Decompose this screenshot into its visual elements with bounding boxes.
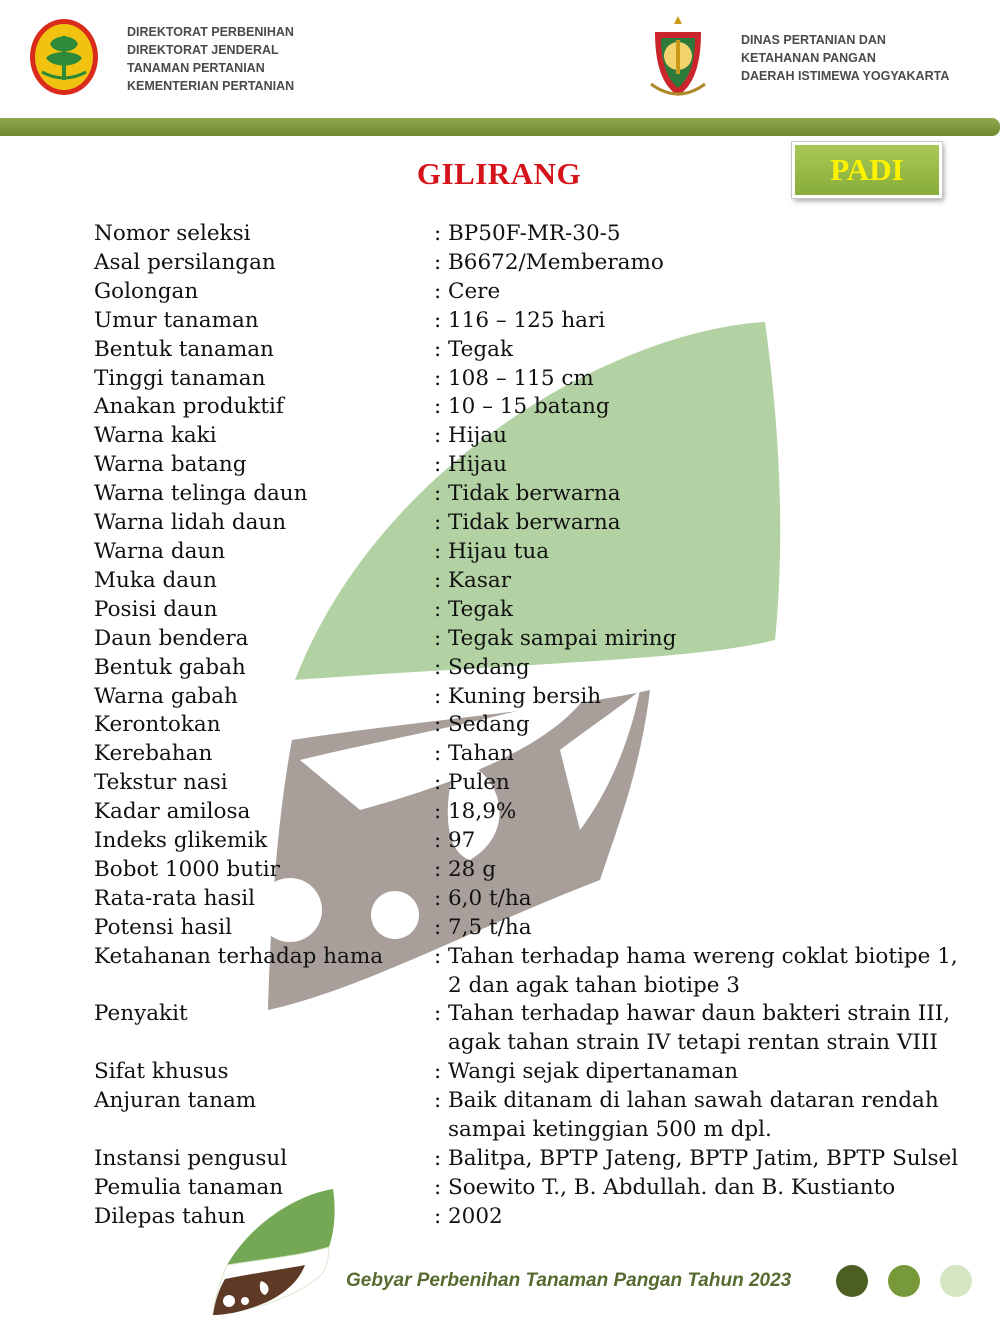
spec-value: 116 – 125 hari: [448, 307, 606, 333]
spec-value: Hijau: [448, 423, 507, 449]
spec-value: 6,0 t/ha: [448, 885, 532, 911]
spec-row: [94, 885, 974, 914]
spec-separator: :: [434, 914, 442, 940]
spec-label: Bentuk gabah: [94, 654, 246, 680]
spec-row: [94, 1058, 974, 1087]
spec-separator: :: [434, 1088, 442, 1114]
left-org-line: DIREKTORAT PERBENIHAN: [127, 25, 294, 39]
spec-label: Kerebahan: [94, 741, 213, 767]
spec-label: Ketahanan terhadap hama: [94, 943, 384, 969]
spec-separator: :: [434, 567, 442, 593]
spec-row: [94, 249, 974, 278]
spec-row: [94, 711, 974, 740]
spec-value: Hijau tua: [448, 538, 550, 564]
spec-label: Indeks glikemik: [94, 828, 268, 854]
spec-row: [94, 740, 974, 769]
spec-row: [94, 625, 974, 654]
footer-dot: [836, 1265, 868, 1297]
spec-value: 18,9%: [448, 799, 517, 825]
kementan-logo-icon: [28, 14, 100, 100]
spec-value: Kuning bersih: [448, 683, 602, 709]
spec-row: [94, 365, 974, 394]
spec-row: [94, 567, 974, 596]
spec-value: Hijau: [448, 452, 507, 478]
spec-label: Muka daun: [94, 567, 217, 593]
spec-row: [94, 856, 974, 885]
spec-value: Sedang: [448, 654, 530, 680]
spec-separator: :: [434, 307, 442, 333]
spec-row: [94, 509, 974, 538]
right-org-line: KETAHANAN PANGAN: [741, 51, 876, 65]
footer-dot: [888, 1265, 920, 1297]
spec-separator: :: [434, 625, 442, 651]
spec-value: Baik ditanam di lahan sawah dataran rendah sampai ketinggian 500 m dpl.: [448, 1088, 939, 1143]
spec-value: 10 – 15 batang: [448, 394, 610, 420]
spec-value: Tegak sampai miring: [448, 625, 677, 651]
spec-row: [94, 1145, 974, 1174]
left-org-line: DIREKTORAT JENDERAL: [127, 43, 279, 57]
spec-row: [94, 278, 974, 307]
spec-value: Sedang: [448, 712, 530, 738]
footer-event-title: Gebyar Perbenihan Tanaman Pangan Tahun 2023: [346, 1270, 792, 1291]
spec-separator: :: [434, 221, 442, 246]
spec-label: Instansi pengusul: [94, 1146, 288, 1171]
spec-label: Warna gabah: [94, 683, 238, 709]
spec-row: [94, 769, 974, 798]
spec-separator: :: [434, 365, 442, 391]
spec-label: Asal persilangan: [94, 249, 276, 275]
spec-separator: :: [434, 654, 442, 680]
spec-separator: :: [434, 683, 442, 709]
spec-row: [94, 538, 974, 567]
spec-separator: :: [434, 249, 442, 275]
spec-value: Kasar: [448, 567, 512, 593]
spec-label: Warna kaki: [94, 423, 217, 449]
spec-label: Umur tanaman: [94, 307, 259, 333]
spec-label: Warna batang: [94, 452, 247, 478]
spec-label: Pemulia tanaman: [94, 1174, 284, 1200]
spec-label: Penyakit: [94, 1001, 188, 1027]
spec-label: Warna lidah daun: [94, 510, 287, 536]
footer-dot: [940, 1265, 972, 1297]
spec-value: Wangi sejak dipertanaman: [448, 1059, 739, 1085]
spec-separator: :: [434, 856, 442, 882]
spec-separator: :: [434, 510, 442, 536]
spec-value: 108 – 115 cm: [448, 365, 594, 391]
spec-label: Potensi hasil: [94, 914, 232, 940]
spec-separator: :: [434, 394, 442, 420]
spec-separator: :: [434, 1001, 442, 1027]
spec-separator: :: [434, 1146, 442, 1171]
spec-value: 2002: [448, 1203, 503, 1229]
spec-row: [94, 307, 974, 336]
spec-label: Tekstur nasi: [94, 770, 228, 796]
spec-value: B6672/Memberamo: [448, 249, 664, 275]
spec-row: [94, 914, 974, 943]
diy-coat-of-arms-icon: [645, 14, 711, 100]
spec-label: Bentuk tanaman: [94, 336, 274, 362]
spec-separator: :: [434, 770, 442, 796]
spec-separator: :: [434, 596, 442, 622]
spec-value: Tegak: [448, 336, 514, 362]
spec-row: [94, 393, 974, 422]
left-org-line: KEMENTERIAN PERTANIAN: [127, 79, 295, 93]
spec-row: [94, 943, 974, 1001]
spec-row: [94, 451, 974, 480]
spec-separator: :: [434, 943, 442, 969]
spec-value: Tegak: [448, 596, 514, 622]
spec-label: Anakan produktif: [94, 394, 284, 420]
spec-row: [94, 1087, 974, 1145]
spec-row: [94, 220, 974, 249]
crop-badge-label: PADI: [830, 152, 904, 187]
spec-label: Kerontokan: [94, 712, 221, 738]
crop-badge: [792, 142, 942, 198]
spec-separator: :: [434, 885, 442, 911]
header-right-org: [645, 14, 949, 100]
spec-row: [94, 683, 974, 712]
spec-value: Tahan terhadap hawar daun bakteri strain III, agak tahan strain IV tetapi rentan strain VIII: [448, 1001, 951, 1056]
spec-label: Warna daun: [94, 538, 226, 564]
spec-value: Tidak berwarna: [448, 481, 621, 507]
spec-separator: :: [434, 1174, 442, 1200]
spec-row: [94, 798, 974, 827]
spec-row: [94, 654, 974, 683]
spec-value: Balitpa, BPTP Jateng, BPTP Jatim, BPTP Sulsel: [448, 1146, 959, 1171]
spec-label: Nomor seleksi: [94, 221, 251, 246]
spec-list: [94, 220, 974, 1232]
spec-value: 28 g: [448, 856, 496, 882]
spec-row: [94, 336, 974, 365]
right-org-name: [741, 31, 949, 85]
spec-value: BP50F-MR-30-5: [448, 221, 621, 246]
spec-row: [94, 596, 974, 625]
spec-row: [94, 422, 974, 451]
spec-separator: :: [434, 481, 442, 507]
spec-value: Soewito T., B. Abdullah. dan B. Kustianto: [448, 1174, 896, 1200]
spec-row: [94, 827, 974, 856]
spec-separator: :: [434, 828, 442, 854]
spec-value: 7,5 t/ha: [448, 914, 532, 940]
spec-label: Bobot 1000 butir: [94, 856, 280, 882]
spec-value: 97: [448, 828, 476, 854]
spec-value: Tidak berwarna: [448, 510, 621, 536]
spec-value: Pulen: [448, 770, 510, 796]
spec-separator: :: [434, 1203, 442, 1229]
spec-value: Tahan: [448, 741, 515, 767]
spec-separator: :: [434, 712, 442, 738]
footer-leaf-logo-icon: [205, 1185, 340, 1320]
spec-separator: :: [434, 336, 442, 362]
spec-label: Dilepas tahun: [94, 1203, 246, 1229]
spec-label: Anjuran tanam: [94, 1088, 257, 1114]
right-org-line: DAERAH ISTIMEWA YOGYAKARTA: [741, 69, 950, 83]
spec-label: Posisi daun: [94, 596, 218, 622]
spec-separator: :: [434, 799, 442, 825]
spec-value: Cere: [448, 278, 501, 304]
spec-separator: :: [434, 741, 442, 767]
spec-label: Daun bendera: [94, 625, 249, 651]
spec-label: Tinggi tanaman: [94, 365, 266, 391]
spec-label: Golongan: [94, 278, 199, 304]
spec-separator: :: [434, 452, 442, 478]
spec-label: Rata-rata hasil: [94, 885, 256, 911]
spec-value: Tahan terhadap hama wereng coklat biotipe 1, 2 dan agak tahan biotipe 3: [448, 943, 958, 998]
page-title: GILIRANG: [416, 156, 582, 191]
header-divider-band: [0, 118, 1000, 136]
header-left-org: [28, 14, 294, 100]
left-org-line: TANAMAN PERTANIAN: [127, 61, 265, 75]
spec-row: [94, 1000, 974, 1058]
right-org-line: DINAS PERTANIAN DAN: [741, 33, 886, 47]
spec-row: [94, 480, 974, 509]
spec-separator: :: [434, 423, 442, 449]
spec-label: Kadar amilosa: [94, 799, 251, 825]
spec-separator: :: [434, 1059, 442, 1085]
spec-separator: :: [434, 278, 442, 304]
spec-label: Sifat khusus: [94, 1059, 229, 1085]
spec-separator: :: [434, 538, 442, 564]
left-org-name: [127, 23, 294, 95]
spec-label: Warna telinga daun: [94, 481, 308, 507]
